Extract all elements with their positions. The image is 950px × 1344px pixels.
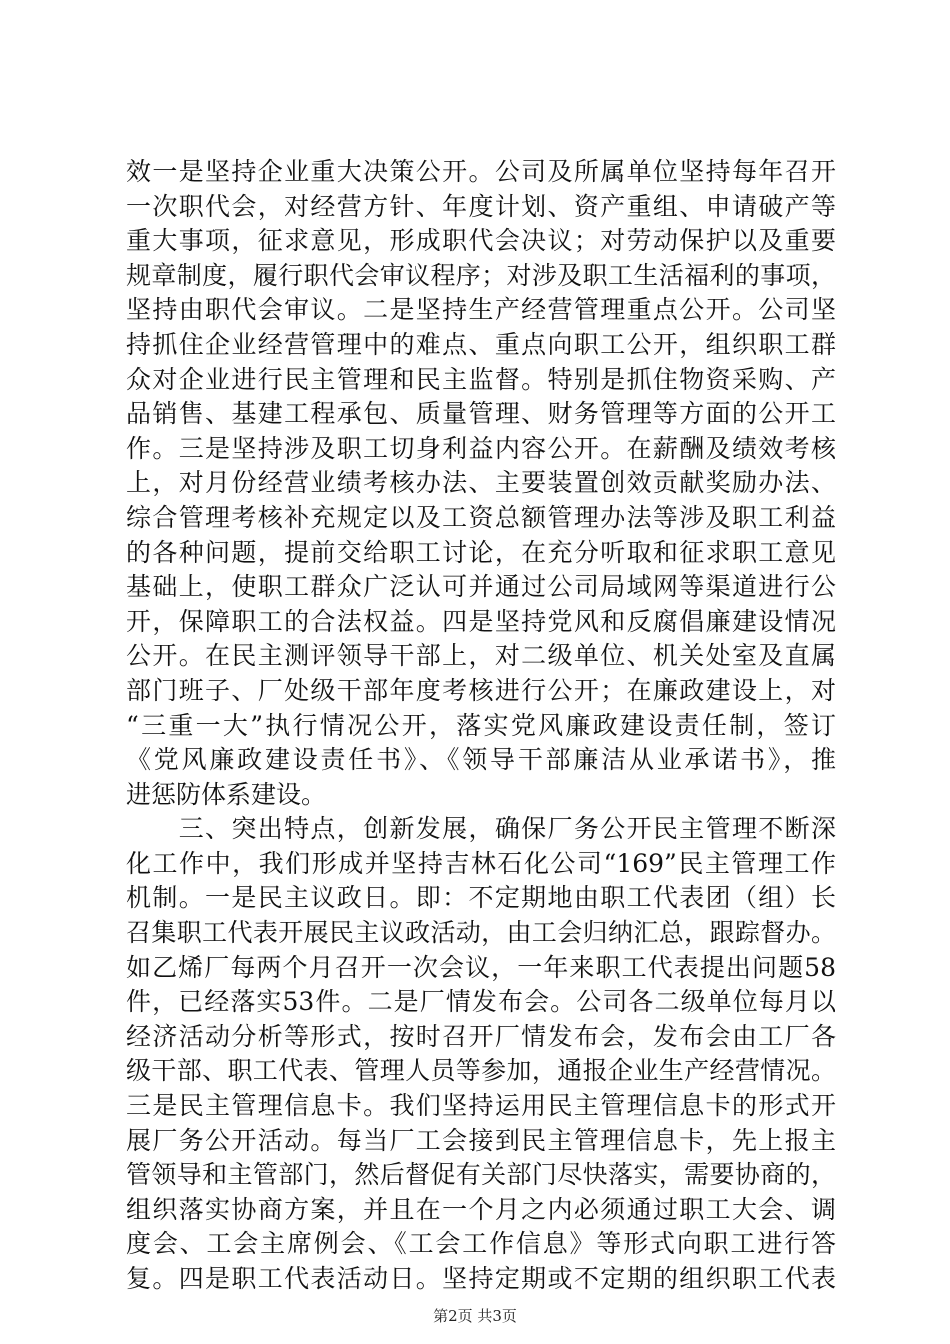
text-line: 《党风廉政建设责任书》、《领导干部廉洁从业承诺书》，推 [126,745,836,775]
text-line: 召集职工代表开展民主议政活动，由工会归纳汇总，跟踪督办。 [126,918,836,948]
text-line: 效一是坚持企业重大决策公开。公司及所属单位坚持每年召开 [126,157,836,186]
text-line: 如乙烯厂每两个月召开一次会议，一年来职工代表提出问题58 [126,952,836,982]
text-line: 作。三是坚持涉及职工切身利益内容公开。在薪酬及绩效考核 [126,433,836,463]
text-line: 管领导和主管部门，然后督促有关部门尽快落实，需要协商的， [126,1160,836,1190]
text-line: 复。四是职工代表活动日。坚持定期或不定期的组织职工代表 [126,1264,836,1293]
text-line: 重大事项，征求意见，形成职代会决议；对劳动保护以及重要 [126,226,836,256]
text-line: 开，保障职工的合法权益。四是坚持党风和反腐倡廉建设情况 [126,606,836,636]
text-line: 一次职代会，对经营方针、年度计划、资产重组、申请破产等 [126,191,836,221]
text-line: 坚持由职代会审议。二是坚持生产经营管理重点公开。公司坚 [126,295,836,325]
text-line: 化工作中，我们形成并坚持吉林石化公司“169”民主管理工作 [126,848,836,878]
text-line: “三重一大”执行情况公开，落实党风廉政建设责任制，签订 [126,710,836,740]
text-line: 件，已经落实53件。二是厂情发布会。公司各二级单位每月以 [126,987,836,1017]
text-line: 三是民主管理信息卡。我们坚持运用民主管理信息卡的形式开 [126,1091,836,1121]
text-line: 综合管理考核补充规定以及工资总额管理办法等涉及职工利益 [126,502,836,532]
text-line: 公开。在民主测评领导干部上，对二级单位、机关处室及直属 [126,641,836,671]
text-line: 的各种问题，提前交给职工讨论，在充分听取和征求职工意见 [126,537,836,567]
text-line: 机制。一是民主议政日。即：不定期地由职工代表团（组）长 [126,883,836,913]
page-footer [0,1306,950,1326]
text-line: 上，对月份经营业绩考核办法、主要装置创效贡献奖励办法、 [126,468,836,498]
text-line: 进惩防体系建设。 [126,779,327,809]
text-line: 展厂务公开活动。每当厂工会接到民主管理信息卡，先上报主 [126,1125,836,1155]
text-line: 品销售、基建工程承包、质量管理、财务管理等方面的公开工 [126,399,836,429]
text-line: 持抓住企业经营管理中的难点、重点向职工公开，组织职工群 [126,329,836,359]
page-number: 第2页 共3页 [433,1307,517,1325]
text-line: 部门班子、厂处级干部年度考核进行公开；在廉政建设上，对 [126,675,836,705]
text-line: 度会、工会主席例会、《工会工作信息》等形式向职工进行答 [126,1229,836,1259]
text-line: 基础上，使职工群众广泛认可并通过公司局域网等渠道进行公 [126,572,836,602]
body-text [126,155,836,1297]
text-line: 三、突出特点，创新发展，确保厂务公开民主管理不断深 [126,814,836,844]
text-line: 众对企业进行民主管理和民主监督。特别是抓住物资采购、产 [126,364,836,394]
text-line: 组织落实协商方案，并且在一个月之内必须通过职工大会、调 [126,1194,836,1224]
text-line: 级干部、职工代表、管理人员等参加，通报企业生产经营情况。 [126,1056,836,1086]
text-line: 规章制度，履行职代会审议程序；对涉及职工生活福利的事项， [126,260,836,290]
text-line: 经济活动分析等形式，按时召开厂情发布会，发布会由工厂各 [126,1021,836,1051]
